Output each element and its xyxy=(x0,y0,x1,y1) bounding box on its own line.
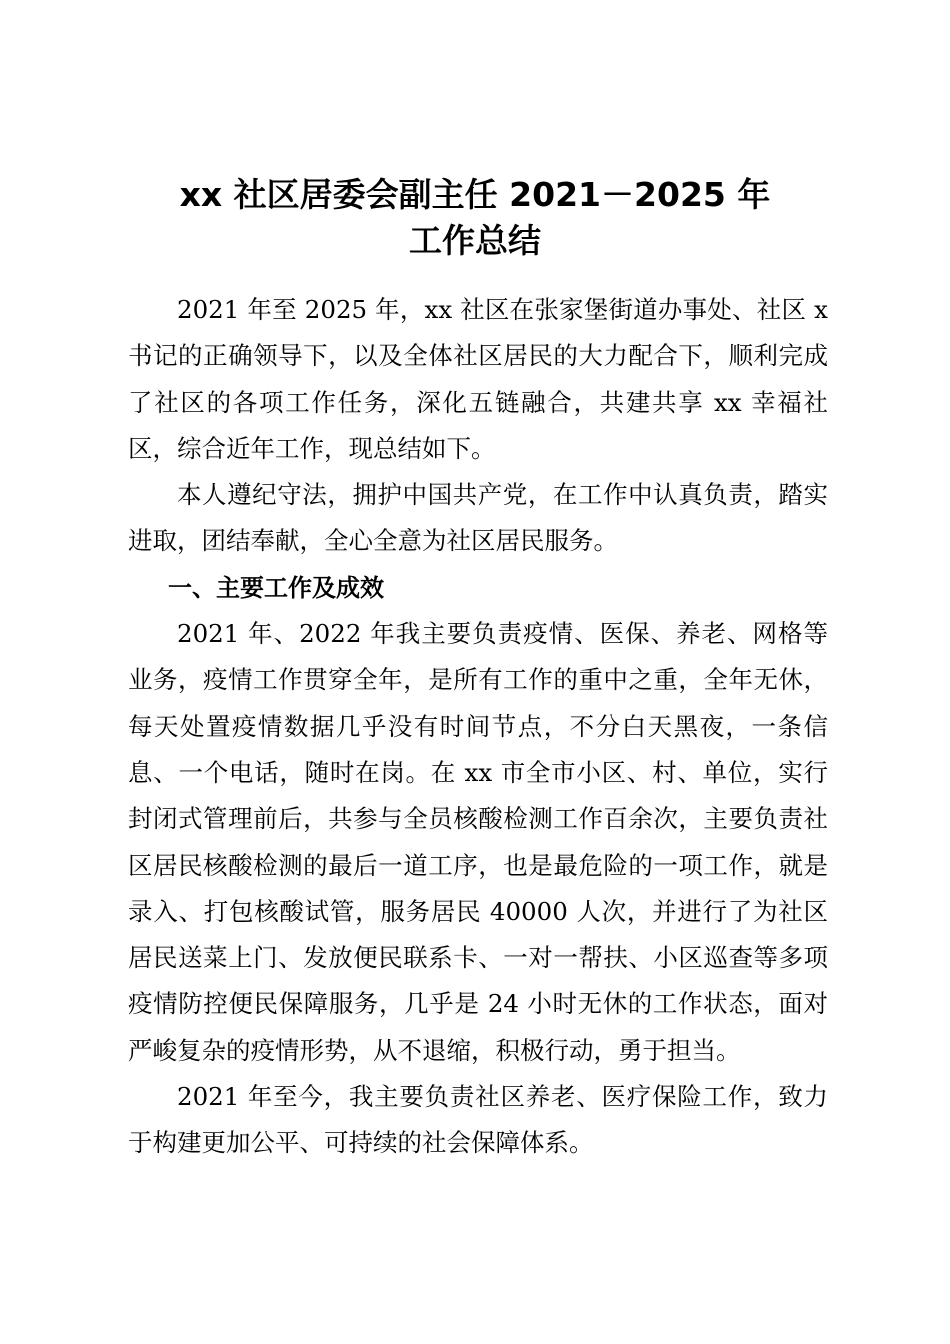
section-heading-main-work: 一、主要工作及成效 xyxy=(168,573,384,602)
document-body xyxy=(128,287,828,1167)
document-title-line-2: 工作总结 xyxy=(409,221,541,260)
paragraph-social-security: 2021 年至今，我主要负责社区养老、医疗保险工作，致力于构建更加公平、可持续的社会保障体系。 xyxy=(128,1082,828,1158)
paragraph-intro: 2021 年至 2025 年，xx 社区在张家堡街道办事处、社区 x 书记的正确领导下，以及全体社区居民的大力配合下，顺利完成了社区的各项工作任务，深化五链融合，共建共享 xx 幸福社区，综合近年工作，现总结如下。 xyxy=(128,295,828,463)
document-title-line-1: xx 社区居委会副主任 2021－2025 年 xyxy=(179,175,771,214)
paragraph-conduct: 本人遵纪守法，拥护中国共产党，在工作中认真负责，踏实进取，团结奉献，全心全意为社区居民服务。 xyxy=(128,480,828,556)
paragraph-epidemic-work: 2021 年、2022 年我主要负责疫情、医保、养老、网格等业务，疫情工作贯穿全年，是所有工作的重中之重，全年无休，每天处置疫情数据几乎没有时间节点，不分白天黑夜，一条信息、一个电话，随时在岗。在 xx 市全市小区、村、单位，实行封闭式管理前后，共参与全员核酸检测工作百余次，主要负责社区居民核酸检测的最后一道工序，也是最危险的一项工作，就是录入、打包核酸试管，服务居民 40000 人次，并进行了为社区居民送菜上门、发放便民联系卡、一对一帮扶、小区巡查等多项疫情防控便民保障服务，几乎是 24 小时无休的工作状态，面对严峻复杂的疫情形势，从不退缩，积极行动，勇于担当。 xyxy=(128,619,828,1065)
